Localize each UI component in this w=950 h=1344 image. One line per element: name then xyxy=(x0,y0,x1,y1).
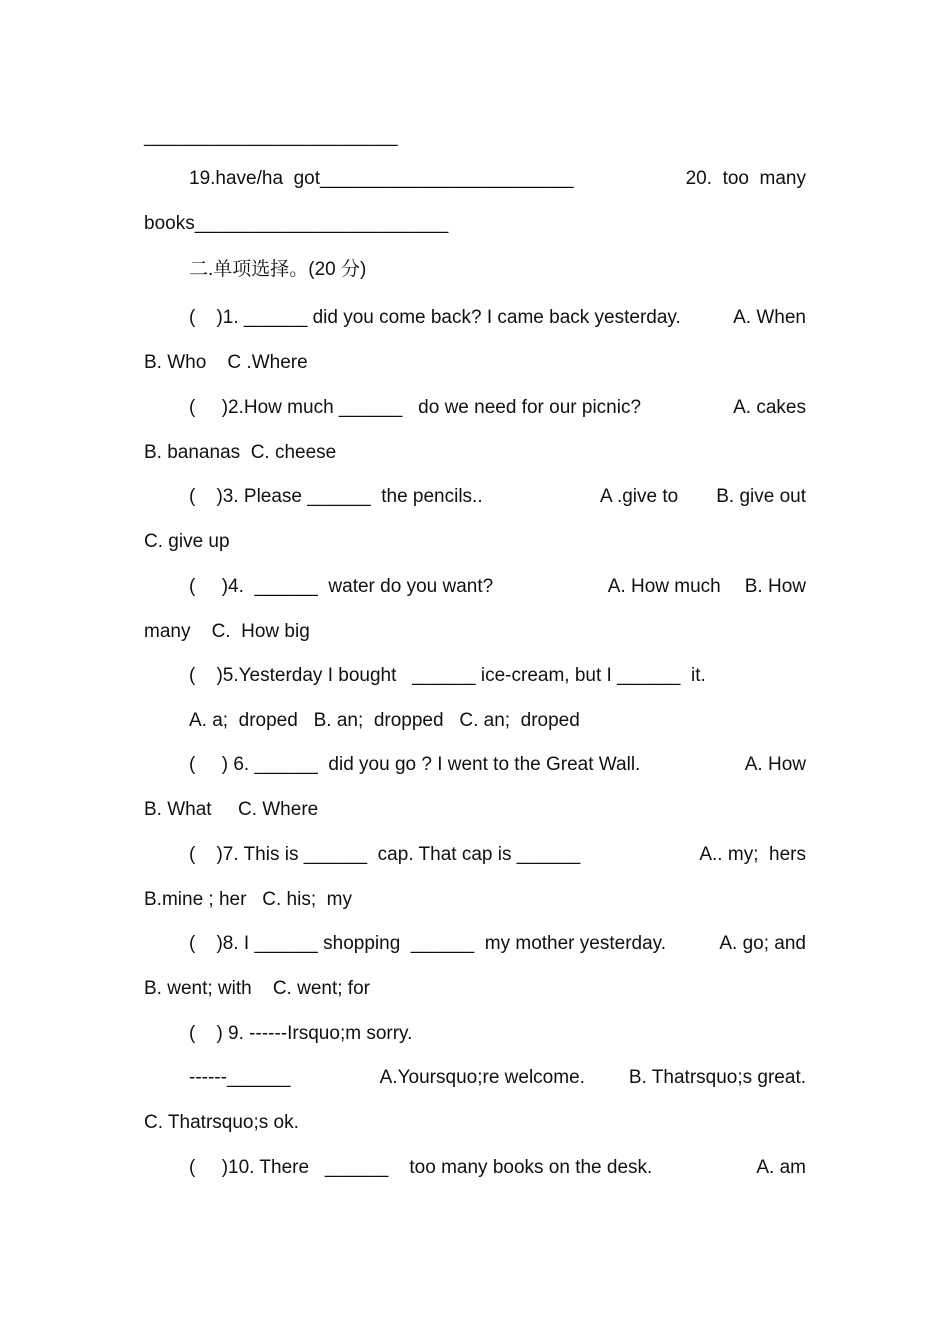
mc-question-6 xyxy=(189,752,806,778)
mc1-options-bc: B. Who C .Where xyxy=(144,352,308,373)
mc3-stem: ( )3. Please ______ the pencils.. xyxy=(189,486,483,507)
mc-question-7 xyxy=(189,842,806,868)
q19-q20-line xyxy=(189,166,806,192)
mc-question-10 xyxy=(189,1155,806,1181)
answer-blank-18: ________________________ xyxy=(144,126,398,147)
mc7-options-bc: B.mine ; her C. his; my xyxy=(144,889,352,910)
q19-prompt: 19.have/ha got________________________ xyxy=(189,168,574,189)
mc7-stem: ( )7. This is ______ cap. That cap is ______ xyxy=(189,844,581,865)
mc5-options: A. a; droped B. an; dropped C. an; droped xyxy=(189,710,580,731)
mc9-stem: ( ) 9. ------Irsquo;m sorry. xyxy=(189,1023,413,1044)
mc4-options-bc: many C. How big xyxy=(144,621,310,642)
mc6-option-a: A. How xyxy=(744,754,806,775)
mc3-option-b: B. give out xyxy=(716,486,806,507)
mc-question-2 xyxy=(189,395,806,421)
mc4-option-b: B. How xyxy=(744,576,806,597)
section-heading: 二.单项选择。(20 分) xyxy=(189,259,367,280)
mc2-stem: ( )2.How much ______ do we need for our picnic? xyxy=(189,397,642,418)
mc2-options-bc: B. bananas C. cheese xyxy=(144,442,337,463)
mc8-options-bc: B. went; with C. went; for xyxy=(144,978,370,999)
mc-question-8 xyxy=(189,931,806,957)
mc9-response-line xyxy=(189,1065,806,1091)
q20-continuation: books________________________ xyxy=(144,213,449,234)
mc5-stem: ( )5.Yesterday I bought ______ ice-cream, but I ______ it. xyxy=(189,665,706,686)
mc10-stem: ( )10. There ______ too many books on the desk. xyxy=(189,1157,653,1178)
mc-question-1 xyxy=(189,305,806,331)
mc8-stem: ( )8. I ______ shopping ______ my mother yesterday. xyxy=(189,933,667,954)
mc4-option-a: A. How much xyxy=(607,576,721,597)
mc2-option-a: A. cakes xyxy=(733,397,806,418)
q20-prompt: 20. too many xyxy=(685,168,806,189)
mc9-blank: ------______ xyxy=(189,1067,291,1088)
mc9-option-a: A.Yoursquo;re welcome. xyxy=(379,1067,585,1088)
mc3-option-a: A .give to xyxy=(600,486,679,507)
mc-question-4 xyxy=(189,574,806,600)
mc-question-3 xyxy=(189,484,806,510)
mc4-stem: ( )4. ______ water do you want? xyxy=(189,576,494,597)
mc1-option-a: A. When xyxy=(733,307,806,328)
mc7-option-a: A.. my; hers xyxy=(699,844,806,865)
mc8-option-a: A. go; and xyxy=(719,933,806,954)
mc1-stem: ( )1. ______ did you come back? I came back yesterday. xyxy=(189,307,681,328)
mc10-option-a: A. am xyxy=(756,1157,806,1178)
mc6-options-bc: B. What C. Where xyxy=(144,799,319,820)
mc9-option-c: C. Thatrsquo;s ok. xyxy=(144,1112,299,1133)
mc3-option-c: C. give up xyxy=(144,531,230,552)
mc6-stem: ( ) 6. ______ did you go ? I went to the Great Wall. xyxy=(189,754,641,775)
mc9-option-b: B. Thatrsquo;s great. xyxy=(628,1067,806,1088)
